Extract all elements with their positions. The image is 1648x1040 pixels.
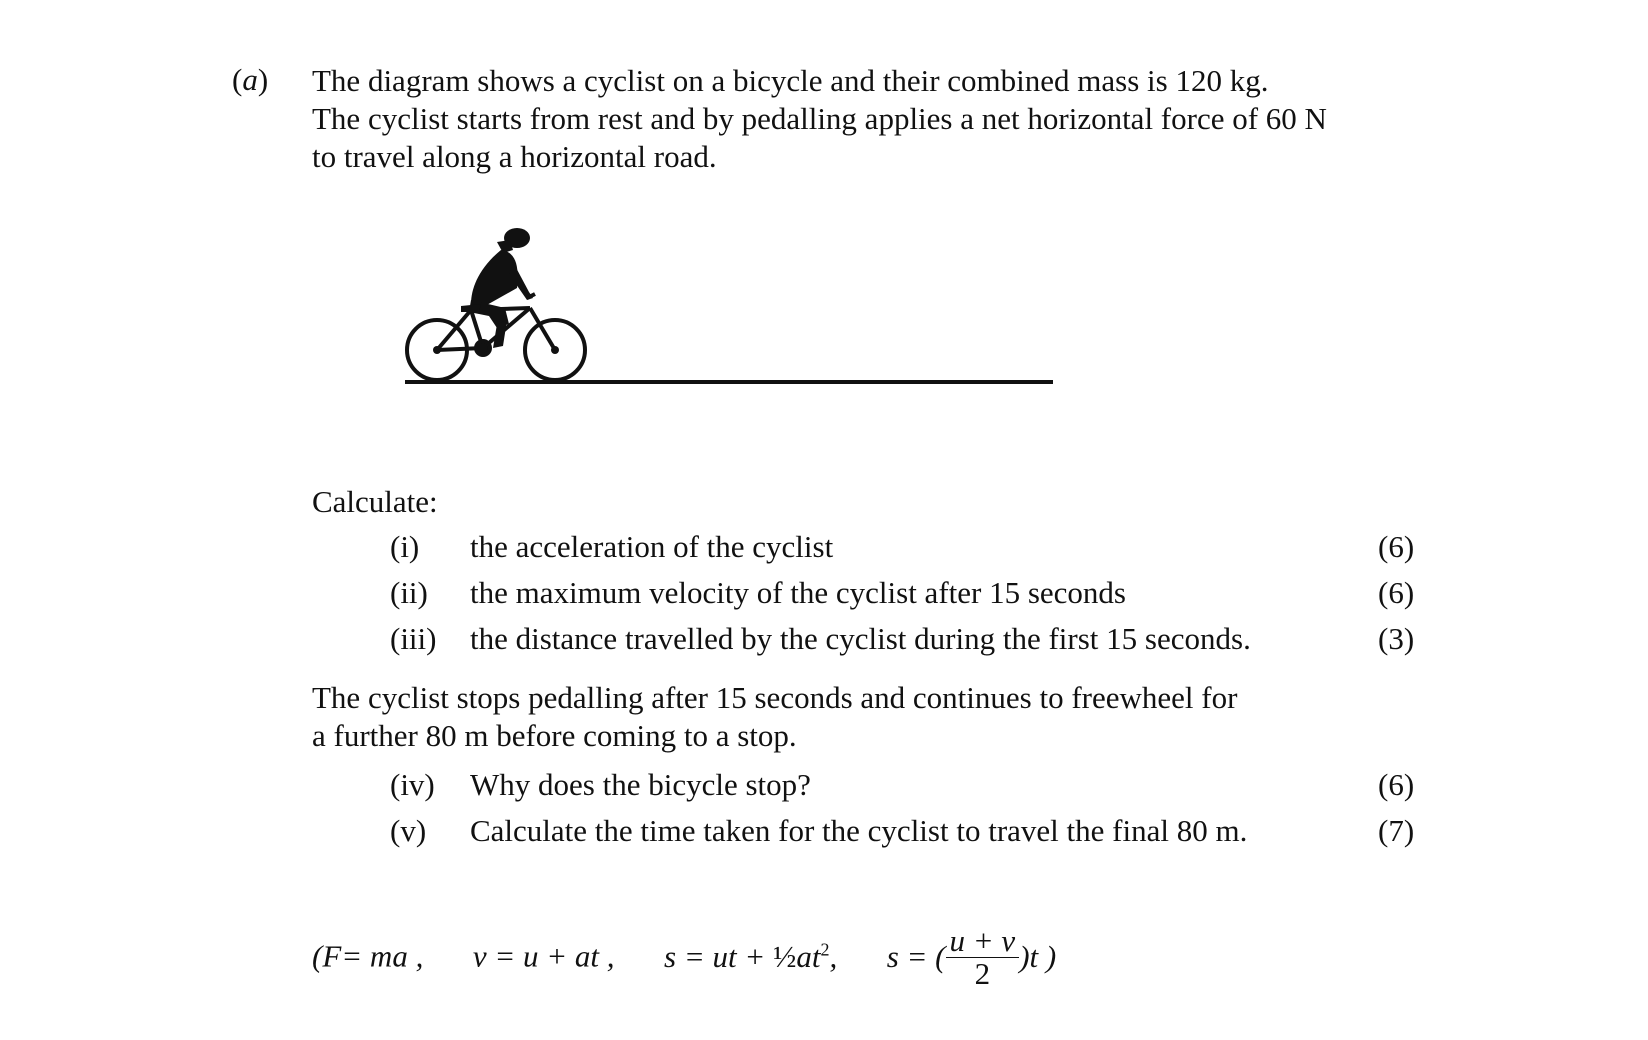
formula-list [312, 923, 1057, 992]
cyclist-diagram [405, 228, 1125, 408]
item-text: the maximum velocity of the cyclist after 15 seconds [470, 575, 1126, 610]
fraction: $\frac{u + v}{2}$ [946, 925, 1020, 990]
item-marks: (6) [1378, 529, 1415, 564]
intro-line: to travel along a horizontal road. [312, 139, 717, 174]
part-label-text: (a) [232, 62, 269, 97]
item-number: (ii) [390, 575, 428, 610]
item-text: the acceleration of the cyclist [470, 529, 834, 564]
item-marks: (3) [1378, 621, 1415, 656]
item-number: (iii) [390, 621, 437, 656]
paragraph-line: The cyclist stops pedalling after 15 seconds and continues to freewheel for [312, 680, 1238, 715]
item-text: the distance travelled by the cyclist during the first 15 seconds. [470, 621, 1251, 656]
formula-velocity: v = u + at , [472, 938, 615, 974]
calculate-label: Calculate: [312, 484, 438, 519]
item-marks: (6) [1378, 575, 1415, 610]
formula-average-velocity: s = ( $\frac{u + v}{2}$ )t ) [886, 923, 1057, 991]
formula-displacement: s = ut + $\frac{1}{2}at^2$, [664, 938, 838, 974]
item-number: (i) [390, 529, 420, 564]
intro-paragraph [312, 62, 1327, 176]
formula-newton: (F= ma , [312, 938, 424, 974]
item-number: (iv) [390, 767, 435, 802]
paragraph-line: a further 80 m before coming to a stop. [312, 718, 797, 753]
intro-line: The diagram shows a cyclist on a bicycle and their combined mass is 120 kg. [312, 63, 1269, 98]
item-marks: (6) [1378, 767, 1415, 802]
intro-line: The cyclist starts from rest and by pedalling applies a net horizontal force of 60 N [312, 101, 1327, 136]
freewheel-paragraph [312, 679, 1237, 755]
cyclist-figure [461, 228, 533, 348]
item-number: (v) [390, 813, 427, 848]
part-label [232, 62, 268, 98]
item-text: Calculate the time taken for the cyclist to travel the final 80 m. [470, 813, 1248, 848]
item-marks: (7) [1378, 813, 1415, 848]
item-text: Why does the bicycle stop? [470, 767, 811, 802]
